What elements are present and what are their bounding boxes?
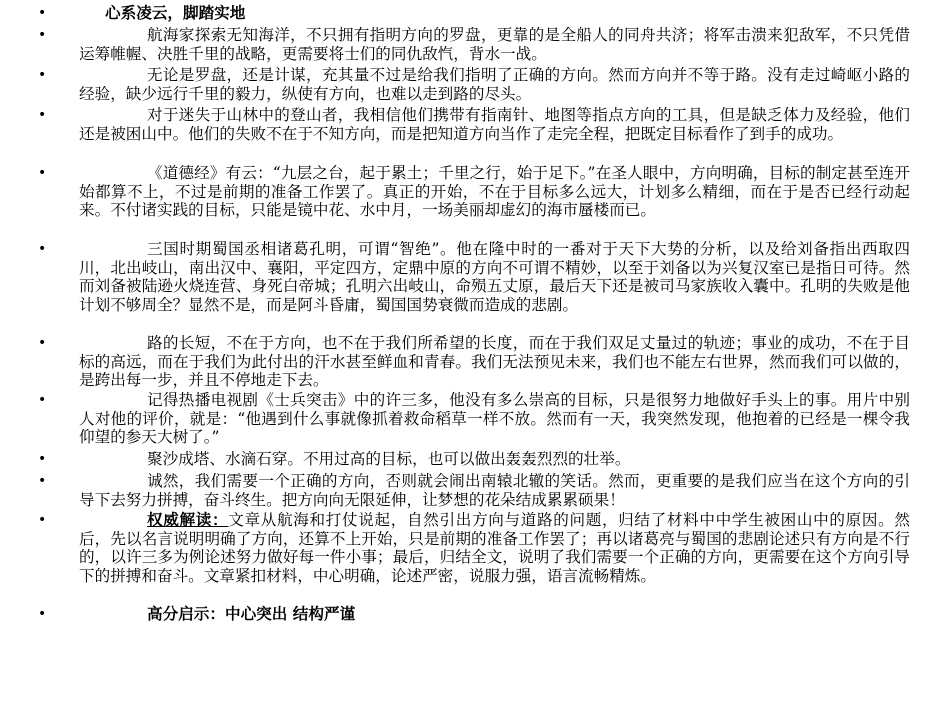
bullet-icon: •	[38, 392, 47, 408]
commentary-body: 文章从航海和打仗说起，自然引出方向与道路的问题，归结了材料中中学生被困山中的原因。然后，先以名言说明明确了方向，还算不上开始，只是前期的准备工作罢了；再以诸葛亮与蜀国的悲剧论述只有方向是不行的，以许三多为例论述努力做好每一件小事；最后，归结全文，说明了我们需要一个正确的方向，更需要在这个方向引导下的拼搏和奋斗。文章紧扣材料，中心明确，论述严密，说服力强，语言流畅精炼。	[79, 511, 910, 585]
bullet-icon: •	[38, 335, 47, 351]
paragraph-text: 对于迷失于山林中的登山者，我相信他们携带有指南针、地图等指点方向的工具，但是缺乏体力及经验，他们还是被困山中。他们的失败不在于不知方向，而是把知道方向当作了走完全程，把既定目标看作了到手的成功。	[79, 106, 910, 143]
bullet-icon: •	[38, 27, 47, 43]
paragraph-text: 聚沙成塔、水滴石穿。不用过高的目标，也可以做出轰轰烈烈的壮举。	[147, 450, 631, 468]
bullet-icon: •	[38, 241, 47, 257]
bullet-icon: •	[38, 165, 47, 181]
essay-title: 心系凌云，脚踏实地	[105, 4, 246, 22]
closing-summary: 高分启示：中心突出 结构严谨	[147, 605, 356, 623]
bullet-icon: •	[38, 606, 47, 622]
bullet-icon: •	[38, 5, 47, 21]
bullet-icon: •	[38, 107, 47, 123]
bullet-icon: •	[38, 451, 47, 467]
bullet-icon: •	[38, 512, 47, 528]
paragraph-text: 三国时期蜀国丞相诸葛孔明，可谓“智绝”。他在隆中时的一番对于天下大势的分析，以及给刘备指出西取四川，北出岐山，南出汉中、襄阳，平定四方，定鼎中原的方向不可谓不精妙，以至于刘备以为兴复汉室已是指日可待。然而刘备被陆逊火烧连营、身死白帝城；孔明六出岐山，命殒五丈原，最后天下还是被司马家族收入囊中。孔明的失败是他计划不够周全？显然不是，而是阿斗昏庸，蜀国国势衰微而造成的悲剧。	[79, 240, 910, 314]
paragraph-text: 诚然，我们需要一个正确的方向，否则就会闹出南辕北辙的笑话。然而，更重要的是我们应当在这个方向的引导下去努力拼搏，奋斗终生。把方向向无限延伸，让梦想的花朵结成累累硕果！	[79, 472, 910, 509]
paragraph-text: 无论是罗盘，还是计谋，充其量不过是给我们指明了正确的方向。然而方向并不等于路。没有走过崎岖小路的经验，缺少远行千里的毅力，纵使有方向，也难以走到路的尽头。	[79, 66, 910, 103]
paragraph-text: 路的长短，不在于方向，也不在于我们所希望的长度，而在于我们双足丈量过的轨迹；事业的成功，不在于目标的高远，而在于我们为此付出的汗水甚至鲜血和青春。我们无法预见未来，我们也不能左右世界，然而我们可以做的，是跨出每一步，并且不停地走下去。	[79, 334, 910, 389]
paragraph-text: 《道德经》有云：“九层之台，起于累土；千里之行，始于足下。”在圣人眼中，方向明确，目标的制定甚至连开始都算不上，不过是前期的准备工作罢了。真正的开始，不在于目标多么远大，计划多么精细，而在于是否已经行动起来。不付诸实践的目标，只能是镜中花、水中月，一场美丽却虚幻的海市蜃楼而已。	[79, 164, 910, 219]
commentary-lead: 权威解读：	[147, 511, 229, 529]
commentary-text	[79, 511, 910, 585]
bullet-icon: •	[38, 473, 47, 489]
paragraph-text: 记得热播电视剧《士兵突击》中的许三多，他没有多么崇高的目标，只是很努力地做好手头上的事。用片中别人对他的评价，就是：“他遇到什么事就像抓着救命稻草一样不放。然而有一天，我突然发现，他抱着的已经是一棵令我仰望的参天大树了。”	[79, 391, 910, 446]
paragraph-text: 航海家探索无知海洋，不只拥有指明方向的罗盘，更靠的是全船人的同舟共济；将军击溃来犯敌军，不只凭借运筹帷幄、决胜千里的战略，更需要将士们的同仇敌忾，背水一战。	[79, 26, 910, 63]
bullet-icon: •	[38, 67, 47, 83]
